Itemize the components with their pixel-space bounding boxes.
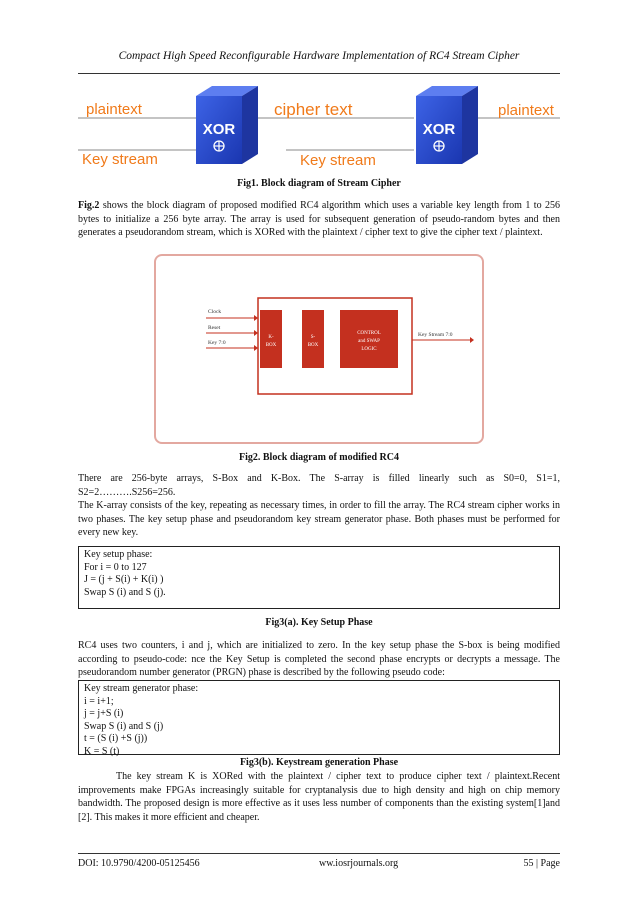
paragraph-arrays [78, 472, 560, 540]
sbox-label-2: BOX [307, 343, 319, 348]
control-label-1: CONTROL [357, 331, 381, 336]
keystream-label-right: Key stream [300, 152, 376, 169]
fig1-caption: Fig1. Block diagram of Stream Cipher [237, 178, 401, 189]
reset-input-label: Reset [208, 325, 221, 331]
paragraph-counters: RC4 uses two counters, i and j, which are initialized to zero. In the key setup phase the S-box is being modified according to pseudo-code: nce the Key Setup is completed the second phase encrypts or decrypts a message. The pseudorandom number generator (PRGN) phase is described by the following pseudo code: [78, 640, 560, 678]
code-line: t = (S (i) +S (j)) [84, 733, 148, 744]
keystream-pseudocode-box [78, 680, 560, 755]
code-line: K = S (t) [84, 745, 120, 757]
code-line: Swap S (i) and S (j) [84, 720, 164, 732]
paragraph-fig2-intro [78, 199, 560, 240]
paragraph-sarray: There are 256-byte arrays, S-Box and K-Box. The S-array is filled linearly such as S0=0, S1=1, S2=2……….S256=256. [78, 473, 560, 498]
kbox-label-2: BOX [265, 343, 277, 348]
fig3a-caption: Fig3(a). Key Setup Phase [265, 617, 373, 628]
sbox-label-1: S- [310, 335, 316, 340]
footer-doi: DOI: 10.9790/4200-05125456 [78, 858, 200, 869]
footer-page: 55 | Page [523, 858, 560, 869]
ciphertext-label: cipher text [274, 100, 353, 119]
plaintext-label-right: plaintext [498, 102, 554, 119]
fig3b-caption: Fig3(b). Keystream generation Phase [239, 757, 399, 768]
kbox-label-1: K- [268, 335, 274, 340]
header-rule [78, 73, 560, 74]
code-line: Key setup phase: [84, 549, 153, 560]
stream-cipher-diagram [78, 82, 560, 172]
code-line: j = j+S (i) [84, 708, 124, 719]
keystream-label-left: Key stream [82, 151, 158, 168]
code-line: For i = 0 to 127 [84, 561, 147, 573]
running-header: Compact High Speed Reconfigurable Hardware Implementation of RC4 Stream Cipher [118, 50, 520, 62]
code-line: i = i+1; [84, 695, 114, 707]
key-input-label: Key 7:0 [208, 340, 226, 346]
control-label-2: and SWAP [358, 339, 380, 344]
code-line: Key stream generator phase: [84, 683, 199, 694]
paragraph-karray: The K-array consists of the key, repeating as necessary times, in order to fill the array. The RC4 stream cipher works in two phases. The key setup phase and pseudorandom key stream generator phase. Both phases must be performed for every new key. [78, 500, 560, 538]
paragraph-text: shows the block diagram of proposed modified RC4 algorithm which uses a variable key length from 1 to 256 bytes to initialize a 256 byte array. The array is used for subsequent generation of pseudo-random bytes and then generates a pseudorandom stream, which is XORed with the plaintext / cipher text to give the cipher text / plaintext. [78, 200, 560, 238]
plaintext-label-left: plaintext [86, 101, 142, 118]
fig2-caption: Fig2. Block diagram of modified RC4 [239, 452, 399, 463]
control-label-3: LOGIC [361, 347, 377, 352]
xor-label-left: XOR [202, 121, 236, 138]
fig2-reference: Fig.2 [78, 200, 100, 211]
code-line: Swap S (i) and S (j). [84, 586, 166, 598]
modified-rc4-diagram [154, 254, 484, 444]
footer-site: ww.iosrjournals.org [319, 858, 399, 869]
paragraph-conclusion: The key stream K is XORed with the plaintext / cipher text to produce cipher text / plaintext.Recent improvements make FPGAs increasingly suitable for cryptanalysis due to high density and high on chip memory bandwidth. The proposed design is more effective as it uses less number of components than the existing system[1]and [2]. This makes it more efficient and cheaper. [78, 771, 560, 823]
footer-rule [78, 853, 560, 854]
code-line: J = (j + S(i) + K(i) ) [84, 574, 164, 585]
keystream-output-label: Key Stream 7:0 [418, 332, 453, 338]
key-setup-pseudocode-box [78, 546, 560, 609]
xor-label-right: XOR [422, 121, 456, 138]
clock-input-label: Clock [208, 309, 222, 315]
